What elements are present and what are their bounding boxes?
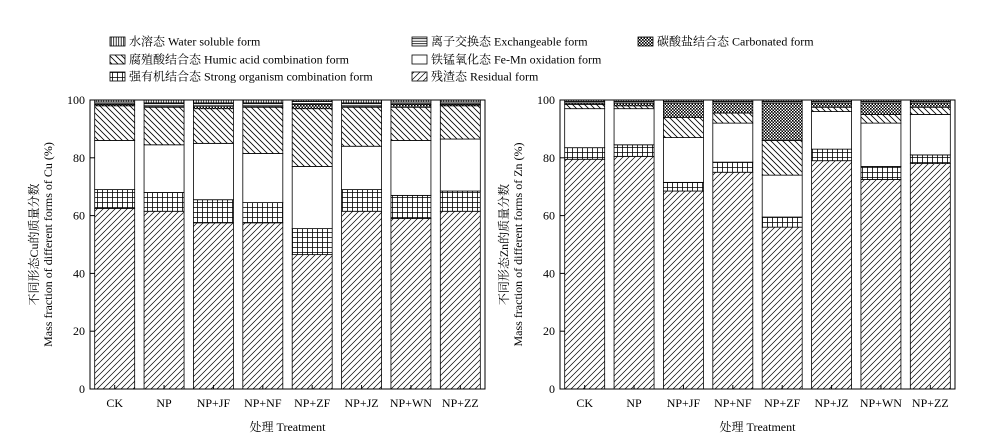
zn-ylabel-cn: 不同形态Zn的质量分数 xyxy=(497,183,511,306)
zn-bar-np-wn-humic xyxy=(861,114,901,123)
zn-xtick-label-np: NP xyxy=(626,396,642,410)
cu-xtick-label-np-zf: NP+ZF xyxy=(294,396,331,410)
legend-label-femn: 铁锰氧化态 Fe-Mn oxidation form xyxy=(431,52,602,67)
legend-item-organism xyxy=(110,69,373,84)
zn-xtick-label-np-jf: NP+JF xyxy=(666,396,701,410)
zn-y-axis xyxy=(537,93,565,396)
cu-bar-np-zz-organism xyxy=(440,191,480,211)
zn-bar-np-jf-organism xyxy=(663,182,703,191)
zn-bar-np-nf-femn xyxy=(713,123,753,162)
zn-bar-np-wn-residual xyxy=(861,179,901,389)
zn-bar-np-jf-femn xyxy=(663,138,703,183)
cu-bar-np-jz-residual xyxy=(342,211,382,389)
cu-bar-ck-femn xyxy=(95,140,135,189)
zn-ytick-label-80: 80 xyxy=(543,150,555,165)
cu-bars xyxy=(95,100,481,389)
zn-bar-np-nf-carbonate xyxy=(713,103,753,113)
zn-bar-np-nf-organism xyxy=(713,162,753,172)
cu-bar-np-nf-organism xyxy=(243,203,283,223)
zn-bar-np-zf-carbonate xyxy=(762,103,802,141)
cu-bar-np-exchange xyxy=(144,103,184,106)
cu-xlabel: 处理 Treatment xyxy=(249,420,326,434)
zn-bar-np-zz-femn xyxy=(910,114,950,154)
cu-bar-np-nf-exchange xyxy=(243,103,283,106)
zn-bar-np-residual xyxy=(614,156,654,389)
zn-bar-np-zf-humic xyxy=(762,140,802,175)
cu-bar-np-wn-carbonate xyxy=(391,104,431,107)
zn-bar-np-organism xyxy=(614,145,654,157)
cu-bar-np-jf-organism xyxy=(193,200,233,223)
cu-xtick-label-ck: CK xyxy=(106,396,124,410)
cu-bar-np-zf-humic xyxy=(292,109,332,167)
zn-bar-np-jz-humic xyxy=(812,107,852,111)
zn-bar-np-humic xyxy=(614,106,654,109)
zn-ylabel-en: Mass fraction of different forms of Zn (%) xyxy=(511,142,525,347)
cu-bar-np-jz-exchange xyxy=(342,103,382,106)
cu-bar-np-humic xyxy=(144,107,184,145)
zn-bars xyxy=(565,100,951,389)
cu-bar-np-nf-residual xyxy=(243,223,283,389)
zn-bar-np-nf-residual xyxy=(713,172,753,389)
zn-xlabel: 处理 Treatment xyxy=(719,420,796,434)
legend-label-water: 水溶态 Water soluble form xyxy=(129,34,261,49)
cu-bar-np-organism xyxy=(144,192,184,211)
zn-bar-ck-organism xyxy=(565,148,605,160)
zn-xtick-label-np-zf: NP+ZF xyxy=(764,396,801,410)
cu-ytick-label-60: 60 xyxy=(73,208,85,223)
cu-bar-np-zz-residual xyxy=(440,211,480,389)
cu-bar-np-wn-femn xyxy=(391,140,431,195)
cu-ylabel-en: Mass fraction of different forms of Cu (%) xyxy=(41,142,55,347)
cu-bar-np-jz-organism xyxy=(342,190,382,212)
zn-bar-np-zf-residual xyxy=(762,227,802,389)
cu-bar-np-zz-femn xyxy=(440,139,480,191)
cu-xtick-label-np-wn: NP+WN xyxy=(389,396,432,410)
cu-y-axis xyxy=(67,93,95,396)
zn-bar-np-zz-carbonate xyxy=(910,103,950,107)
cu-bar-ck-residual xyxy=(95,208,135,389)
cu-bar-np-jz-femn xyxy=(342,146,382,189)
legend-item-exchange xyxy=(412,34,588,49)
zn-bar-np-nf-humic xyxy=(713,113,753,123)
zn-ytick-label-20: 20 xyxy=(543,324,555,339)
zn-bar-np-zf-femn xyxy=(762,175,802,217)
cu-xtick-label-np: NP xyxy=(156,396,172,410)
cu-bar-np-wn-residual xyxy=(391,218,431,389)
cu-bar-np-jf-exchange xyxy=(193,103,233,106)
zn-xtick-label-np-jz: NP+JZ xyxy=(814,396,849,410)
cu-bar-np-zf-femn xyxy=(292,166,332,228)
zn-bar-np-jf-carbonate xyxy=(663,103,703,117)
cu-ytick-label-100: 100 xyxy=(67,93,85,107)
cu-bar-np-zf-organism xyxy=(292,229,332,255)
legend-label-carbonate: 碳酸盐结合态 Carbonated form xyxy=(657,34,814,49)
cu-ytick-label-0: 0 xyxy=(79,382,85,396)
legend-item-residual xyxy=(412,69,539,84)
cu-bar-ck-organism xyxy=(95,190,135,209)
legend-item-humic xyxy=(110,52,350,67)
zn-bar-np-wn-carbonate xyxy=(861,103,901,115)
zn-bar-np-jz-residual xyxy=(812,161,852,389)
chart-zn xyxy=(496,93,955,434)
legend-swatch-carbonate xyxy=(638,37,653,46)
legend-item-water xyxy=(110,34,261,49)
cu-bar-np-jf-residual xyxy=(193,223,233,389)
legend-label-organism: 强有机结合态 Strong organism combination form xyxy=(129,69,373,84)
cu-ytick-label-80: 80 xyxy=(73,150,85,165)
cu-bar-np-zf-exchange xyxy=(292,101,332,104)
cu-bar-np-jf-femn xyxy=(193,143,233,199)
cu-bar-np-nf-humic xyxy=(243,107,283,153)
legend-label-exchange: 离子交换态 Exchangeable form xyxy=(431,34,588,49)
zn-bar-ck-femn xyxy=(565,109,605,148)
zn-xtick-label-np-nf: NP+NF xyxy=(714,396,752,410)
zn-bar-np-zz-humic xyxy=(910,107,950,114)
zn-xtick-label-ck: CK xyxy=(576,396,594,410)
zn-bar-np-wn-femn xyxy=(861,123,901,166)
cu-bar-np-jz-humic xyxy=(342,107,382,146)
cu-ytick-label-20: 20 xyxy=(73,324,85,339)
cu-xtick-label-np-jf: NP+JF xyxy=(196,396,231,410)
zn-ytick-label-40: 40 xyxy=(543,266,555,281)
cu-bar-np-jf-humic xyxy=(193,109,233,144)
cu-bar-np-zz-humic xyxy=(440,106,480,139)
zn-bar-np-zz-residual xyxy=(910,164,950,389)
zn-ytick-label-0: 0 xyxy=(549,382,555,396)
cu-bar-np-femn xyxy=(144,145,184,193)
zn-bar-np-jz-organism xyxy=(812,149,852,161)
legend-swatch-residual xyxy=(412,72,427,81)
zn-bar-np-jz-femn xyxy=(812,112,852,150)
cu-bar-np-zf-carbonate xyxy=(292,104,332,108)
cu-xtick-label-np-jz: NP+JZ xyxy=(344,396,379,410)
cu-xtick-label-np-nf: NP+NF xyxy=(244,396,282,410)
cu-xtick-label-np-zz: NP+ZZ xyxy=(441,396,479,410)
zn-bar-np-femn xyxy=(614,109,654,145)
legend-item-carbonate xyxy=(638,34,814,49)
zn-bar-np-jz-carbonate xyxy=(812,103,852,107)
cu-bar-ck-humic xyxy=(95,106,135,141)
chart-cu xyxy=(26,93,485,434)
legend-item-femn xyxy=(412,52,602,67)
zn-bar-ck-residual xyxy=(565,159,605,389)
zn-bar-ck-humic xyxy=(565,104,605,108)
zn-bar-np-wn-organism xyxy=(861,166,901,179)
zn-ytick-label-100: 100 xyxy=(537,93,555,107)
zn-xtick-label-np-wn: NP+WN xyxy=(859,396,902,410)
legend xyxy=(110,34,814,84)
cu-bar-np-wn-humic xyxy=(391,107,431,140)
cu-ylabel-cn: 不同形态Cu的质量分数 xyxy=(27,183,41,306)
zn-bar-np-jf-humic xyxy=(663,117,703,137)
cu-ytick-label-40: 40 xyxy=(73,266,85,281)
zn-bar-np-zf-organism xyxy=(762,217,802,227)
zn-bar-np-jf-residual xyxy=(663,191,703,389)
legend-swatch-exchange xyxy=(412,37,427,46)
zn-ytick-label-60: 60 xyxy=(543,208,555,223)
cu-bar-np-zf-residual xyxy=(292,255,332,389)
zn-bar-np-zz-organism xyxy=(910,155,950,164)
legend-swatch-humic xyxy=(110,55,125,64)
cu-bar-np-wn-organism xyxy=(391,195,431,218)
legend-label-humic: 腐殖酸结合态 Humic acid combination form xyxy=(129,52,349,67)
legend-swatch-water xyxy=(110,37,125,46)
legend-swatch-femn xyxy=(412,55,427,64)
cu-bar-np-jf-carbonate xyxy=(193,106,233,109)
zn-bar-np-carbonate xyxy=(614,103,654,106)
zn-xtick-label-np-zz: NP+ZZ xyxy=(911,396,949,410)
legend-swatch-organism xyxy=(110,72,125,81)
cu-bar-np-residual xyxy=(144,211,184,389)
legend-label-residual: 残渣态 Residual form xyxy=(431,69,539,84)
cu-bar-np-nf-femn xyxy=(243,153,283,202)
